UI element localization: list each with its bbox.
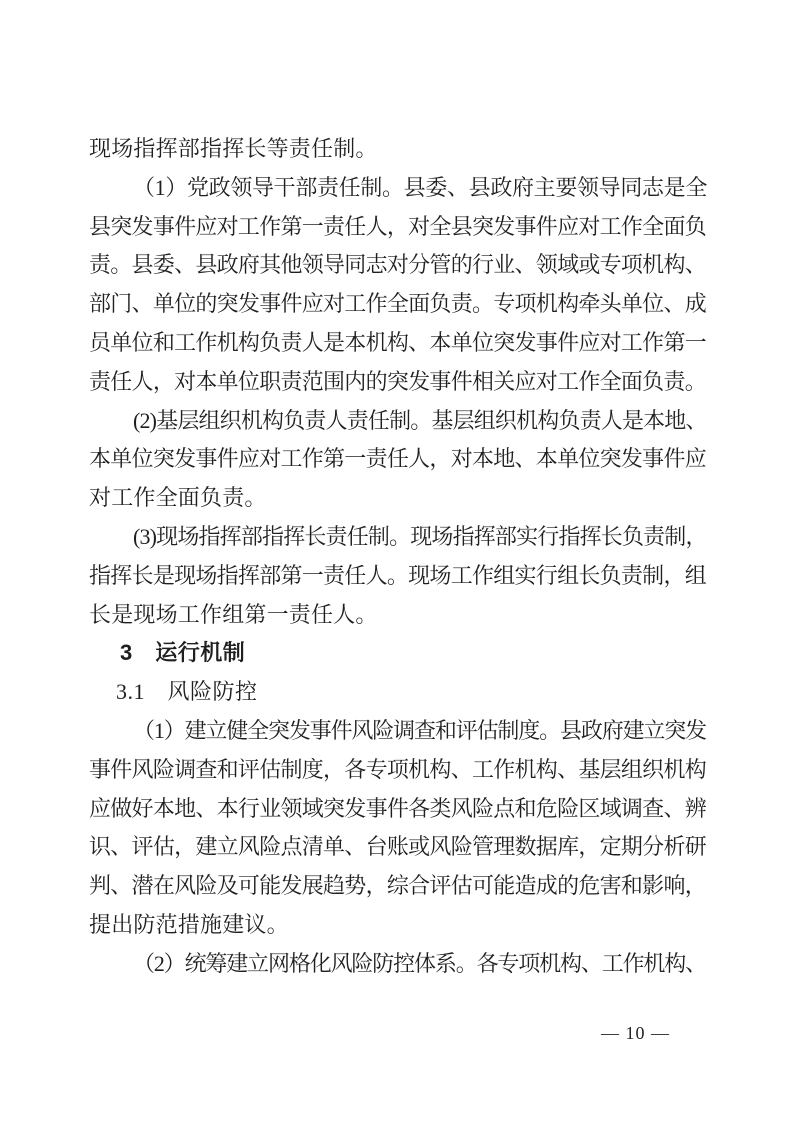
text-line: 应做好本地、本行业领域突发事件各类风险点和危险区域调查、辨 bbox=[89, 795, 707, 821]
subsection-heading: 3.1 风险防控 bbox=[116, 679, 258, 705]
text-line: 县突发事件应对工作第一责任人，对全县突发事件应对工作全面负 bbox=[89, 213, 707, 239]
paragraph bbox=[89, 130, 713, 169]
text-line: 提出防范措施建议。 bbox=[89, 911, 289, 937]
text-line: 责任人，对本单位职责范围内的突发事件相关应对工作全面负责。 bbox=[89, 368, 707, 394]
page-number bbox=[601, 1023, 670, 1044]
document-body bbox=[89, 130, 713, 984]
text-line: 识、评估，建立风险点清单、台账或风险管理数据库，定期分析研 bbox=[89, 834, 707, 860]
text-line: （1）建立健全突发事件风险调查和评估制度。县政府建立突发 bbox=[133, 717, 707, 743]
text-line: 员单位和工作机构负责人是本机构、本单位突发事件应对工作第一 bbox=[89, 329, 707, 355]
section-heading: 3 运行机制 bbox=[120, 640, 246, 666]
text-line: 长是现场工作组第一责任人。 bbox=[89, 601, 378, 627]
text-line: （2）统筹建立网格化风险防控体系。各专项机构、工作机构、 bbox=[133, 950, 707, 976]
text-line: 本单位突发事件应对工作第一责任人，对本地、本单位突发事件应 bbox=[89, 446, 707, 472]
text-line: 现场指挥部指挥长等责任制。 bbox=[89, 136, 378, 161]
text-line: 责。县委、县政府其他领导同志对分管的行业、领域或专项机构、 bbox=[89, 252, 707, 278]
text-line: 部门、单位的突发事件应对工作全面负责。专项机构牵头单位、成 bbox=[89, 291, 707, 317]
paragraph bbox=[89, 945, 713, 984]
paragraph bbox=[89, 518, 713, 634]
paragraph bbox=[89, 169, 713, 402]
text-line: 对工作全面负责。 bbox=[89, 485, 267, 511]
text-line: 事件风险调查和评估制度，各专项机构、工作机构、基层组织机构 bbox=[89, 756, 707, 782]
page-number-label: — 10 — bbox=[601, 1023, 670, 1043]
text-line: (3)现场指挥部指挥长责任制。现场指挥部实行指挥长负责制， bbox=[133, 523, 707, 549]
text-line: （1）党政领导干部责任制。县委、县政府主要领导同志是全 bbox=[133, 174, 708, 200]
text-line: (2)基层组织机构负责人责任制。基层组织机构负责人是本地、 bbox=[133, 407, 707, 433]
text-line: 判、潜在风险及可能发展趋势，综合评估可能造成的危害和影响， bbox=[89, 873, 707, 899]
paragraph bbox=[89, 712, 713, 945]
text-line: 指挥长是现场指挥部第一责任人。现场工作组实行组长负责制，组 bbox=[89, 562, 707, 588]
paragraph bbox=[89, 402, 713, 518]
